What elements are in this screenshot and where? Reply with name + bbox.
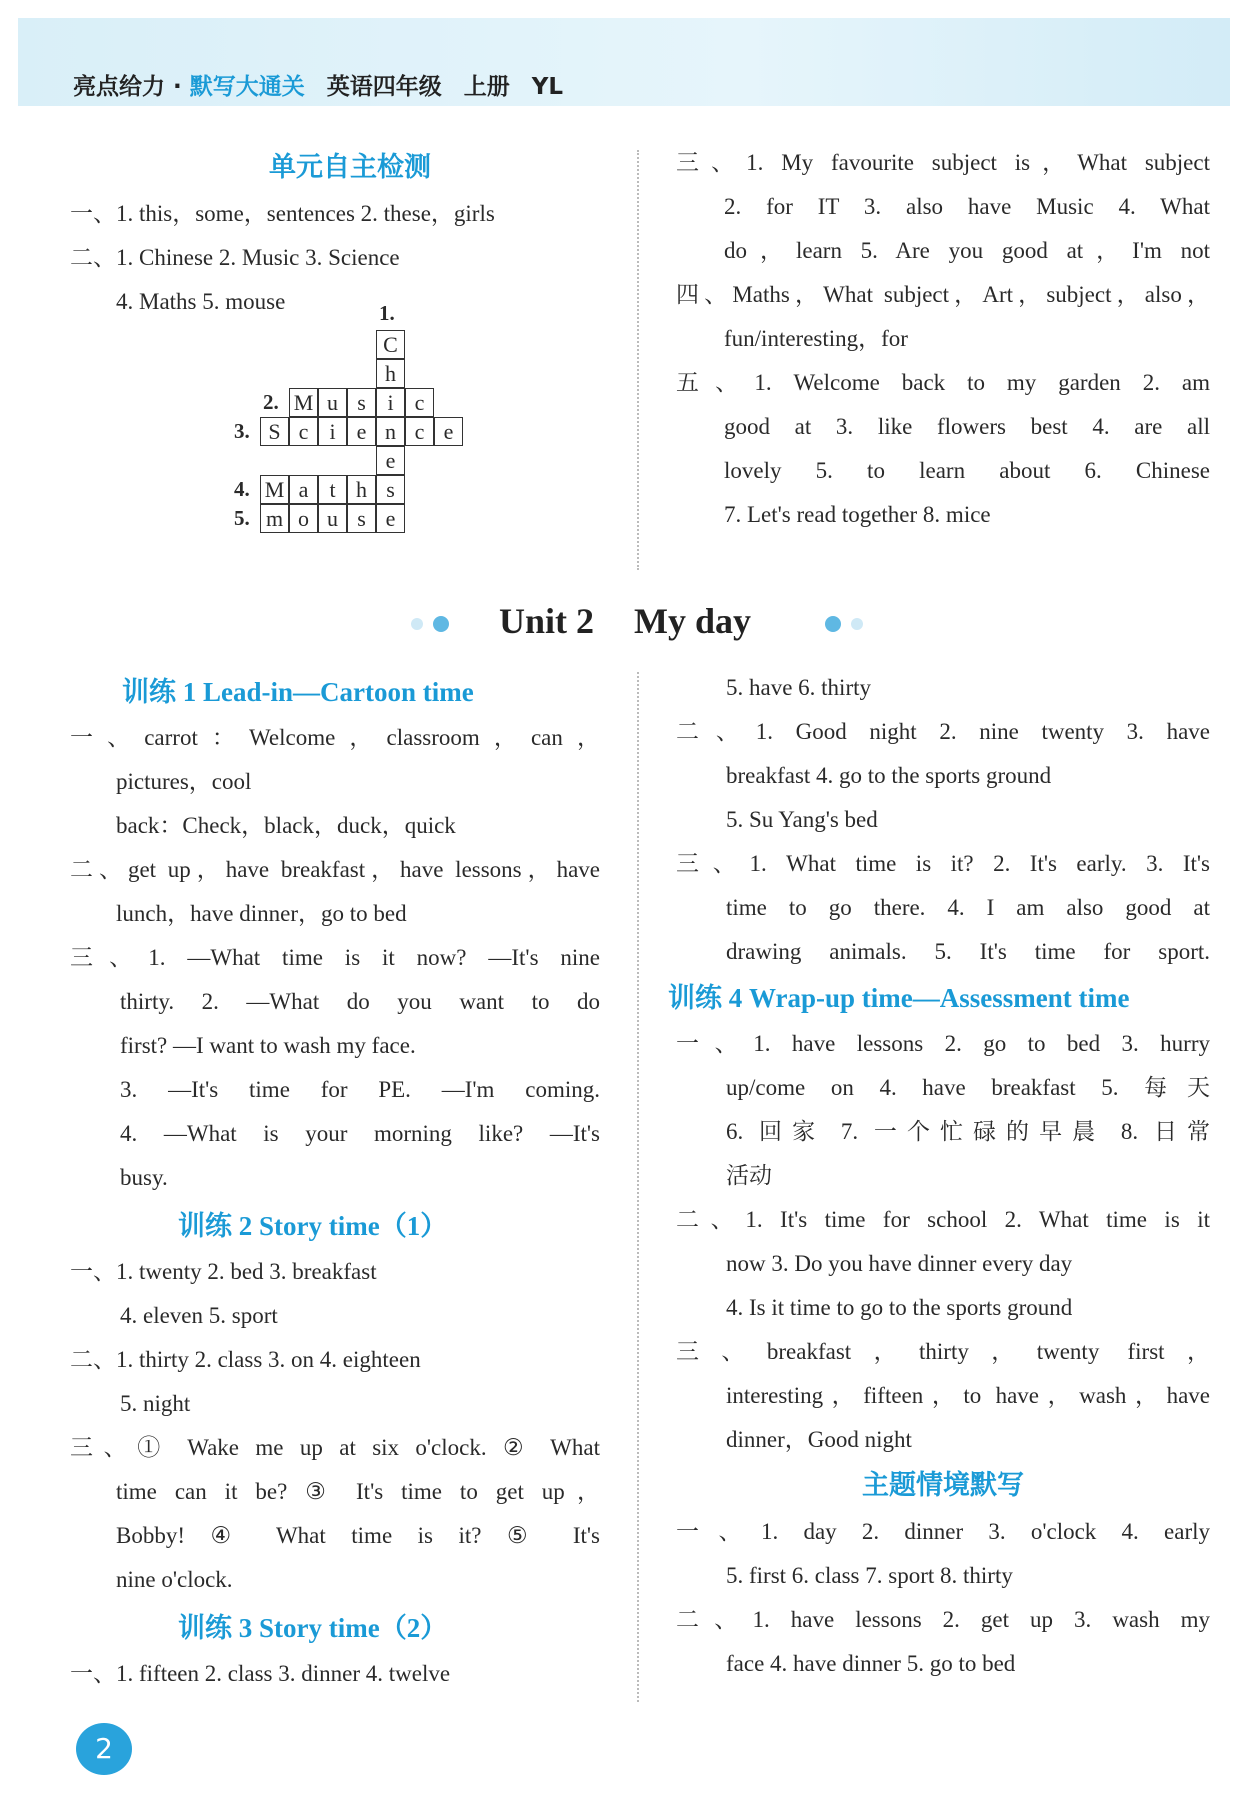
- answer-line: 二、1. thirty 2. class 3. on 4. eighteen: [70, 1347, 421, 1372]
- answer-line: 6. 回家 7. 一个忙碌的早晨 8. 日常: [726, 1119, 1210, 1144]
- answer-line: 2. for IT 3. also have Music 4. What: [724, 194, 1210, 219]
- crossword-cell: c: [289, 417, 318, 446]
- crossword-clue-number: 3.: [234, 419, 250, 443]
- header-edition: YL: [531, 74, 564, 100]
- unit-number: Unit 2: [498, 601, 594, 641]
- brand-series: 默写大通关: [189, 74, 305, 100]
- answer-line: up/come on 4. have breakfast 5. 每天: [726, 1075, 1210, 1100]
- crossword-cell: h: [347, 475, 376, 504]
- answer-line: first? —I want to wash my face.: [120, 1033, 416, 1058]
- answer-line: 四、Maths，What subject，Art，subject，also，: [676, 282, 1210, 307]
- crossword-cell: e: [434, 417, 463, 446]
- answer-line: fun/interesting，for: [724, 326, 908, 351]
- answer-line: 5. first 6. class 7. sport 8. thirty: [726, 1563, 1013, 1588]
- unit-title: My day: [634, 601, 751, 641]
- answer-line: 一、1. have lessons 2. go to bed 3. hurry: [676, 1031, 1210, 1056]
- answer-line: now 3. Do you have dinner every day: [726, 1251, 1073, 1276]
- crossword-cell: s: [347, 504, 376, 533]
- crossword-cell: n: [376, 417, 405, 446]
- section-title-training-2: 训练 2 Story time（1）: [178, 1211, 448, 1241]
- answer-line: time can it be? ③ It's time to get up，: [116, 1479, 600, 1504]
- crossword-clue-number: 5.: [234, 506, 250, 530]
- header-volume: 上册: [463, 74, 510, 100]
- section-title-training-4: 训练 4 Wrap-up time—Assessment time: [668, 983, 1130, 1013]
- page-header: [18, 18, 1230, 106]
- answer-line: 五、1. Welcome back to my garden 2. am: [676, 370, 1210, 395]
- answer-line: 一、carrot：Welcome，classroom，can，: [70, 725, 600, 750]
- crossword-clue-number: 1.: [379, 301, 395, 325]
- answer-line: lovely 5. to learn about 6. Chinese: [724, 458, 1210, 483]
- answer-line: Bobby! ④ What time is it? ⑤ It's: [116, 1523, 600, 1548]
- answer-line: good at 3. like flowers best 4. are all: [724, 414, 1210, 439]
- crossword-cell: o: [289, 504, 318, 533]
- crossword-clue-number: 2.: [263, 390, 279, 414]
- answer-line: 4. Is it time to go to the sports ground: [726, 1295, 1073, 1320]
- crossword-cell: M: [289, 388, 318, 417]
- answer-line: 二、get up，have breakfast，have lessons，have: [70, 857, 600, 882]
- answer-line: 三、breakfast，thirty，twenty first，: [676, 1339, 1210, 1364]
- answer-line: do，learn 5. Are you good at，I'm not: [724, 238, 1210, 263]
- crossword-cell: e: [347, 417, 376, 446]
- answer-line: 二、1. It's time for school 2. What time is it: [676, 1207, 1210, 1232]
- answer-line: 一、1. twenty 2. bed 3. breakfast: [70, 1259, 377, 1284]
- header-title: [73, 68, 563, 101]
- answer-line: breakfast 4. go to the sports ground: [726, 763, 1052, 788]
- section-title-training-3: 训练 3 Story time（2）: [178, 1613, 448, 1643]
- unit-heading: [0, 596, 1250, 646]
- crossword-cell: u: [318, 388, 347, 417]
- answer-line: 3. —It's time for PE. —I'm coming.: [120, 1077, 600, 1102]
- unit1-check-section: [70, 144, 600, 324]
- answer-line: back：Check，black，duck，quick: [116, 813, 456, 838]
- answer-line: 5. night: [120, 1391, 191, 1416]
- answer-line: 一、1. fifteen 2. class 3. dinner 4. twelve: [70, 1661, 451, 1686]
- answer-line: 一、1. day 2. dinner 3. o'clock 4. early: [676, 1519, 1210, 1544]
- answer-line: thirty. 2. —What do you want to do: [120, 989, 600, 1014]
- brand-name: 亮点给力 ·: [73, 74, 190, 100]
- crossword-cell: i: [318, 417, 347, 446]
- answer-line: 4. —What is your morning like? —It's: [120, 1121, 600, 1146]
- crossword-cell: s: [376, 475, 405, 504]
- answer-line: 一、1. this，some，sentences 2. these，girls: [70, 201, 495, 226]
- answer-line: 7. Let's read together 8. mice: [724, 502, 991, 527]
- answer-line: 三、1. What time is it? 2. It's early. 3. It's: [676, 851, 1210, 876]
- unit2-left-answers: [70, 668, 600, 1696]
- answer-line: 三、1. My favourite subject is，What subject: [676, 150, 1210, 175]
- crossword-cell: i: [376, 388, 405, 417]
- crossword-cell: t: [318, 475, 347, 504]
- answer-line: 二、1. Good night 2. nine twenty 3. have: [676, 719, 1210, 744]
- answer-line: interesting，fifteen，to have，wash，have: [726, 1383, 1210, 1408]
- crossword-cell: e: [376, 446, 405, 475]
- crossword-cell: S: [260, 417, 289, 446]
- answer-line: 5. Su Yang's bed: [726, 807, 878, 832]
- crossword-cell: c: [405, 388, 434, 417]
- crossword-cell: e: [376, 504, 405, 533]
- column-divider: [637, 672, 639, 1702]
- crossword-cell: h: [376, 359, 405, 388]
- answer-line: lunch，have dinner，go to bed: [116, 901, 407, 926]
- page-number: 2: [76, 1723, 132, 1775]
- answer-line: 二、1. have lessons 2. get up 3. wash my: [676, 1607, 1210, 1632]
- answer-line: time to go there. 4. I am also good at: [726, 895, 1210, 920]
- crossword-cell: s: [347, 388, 376, 417]
- answer-line: dinner，Good night: [726, 1427, 912, 1452]
- answer-line: face 4. have dinner 5. go to bed: [726, 1651, 1016, 1676]
- crossword-cell: C: [376, 330, 405, 359]
- answer-line: 5. have 6. thirty: [726, 675, 871, 700]
- crossword-grid: [230, 301, 480, 560]
- answer-line: nine o'clock.: [116, 1567, 233, 1592]
- answer-line: pictures，cool: [116, 769, 252, 794]
- crossword-cell: M: [260, 475, 289, 504]
- answer-line: 4. eleven 5. sport: [120, 1303, 278, 1328]
- unit1-right-answers: [676, 141, 1210, 537]
- answer-line: 活动: [726, 1163, 772, 1188]
- answer-line: drawing animals. 5. It's time for sport.: [726, 939, 1210, 964]
- answer-line: 二、1. Chinese 2. Music 3. Science: [70, 245, 400, 270]
- section-title-unit-check: 单元自主检测: [269, 152, 431, 183]
- crossword-cell: m: [260, 504, 289, 533]
- header-subject: 英语四年级: [326, 74, 442, 100]
- unit2-right-answers: [668, 666, 1210, 1686]
- crossword-clue-number: 4.: [234, 477, 250, 501]
- section-title-training-1: 训练 1 Lead-in—Cartoon time: [122, 677, 474, 707]
- answer-line: 三、① Wake me up at six o'clock. ② What: [70, 1435, 600, 1460]
- section-title-theme-dictation: 主题情境默写: [862, 1470, 1024, 1501]
- crossword-cell: a: [289, 475, 318, 504]
- answer-line: 4. Maths 5. mouse: [116, 289, 286, 314]
- answer-line: busy.: [120, 1165, 168, 1190]
- answer-line: 三、1. —What time is it now? —It's nine: [70, 945, 600, 970]
- column-divider: [637, 150, 639, 570]
- crossword-cell: c: [405, 417, 434, 446]
- crossword-cell: u: [318, 504, 347, 533]
